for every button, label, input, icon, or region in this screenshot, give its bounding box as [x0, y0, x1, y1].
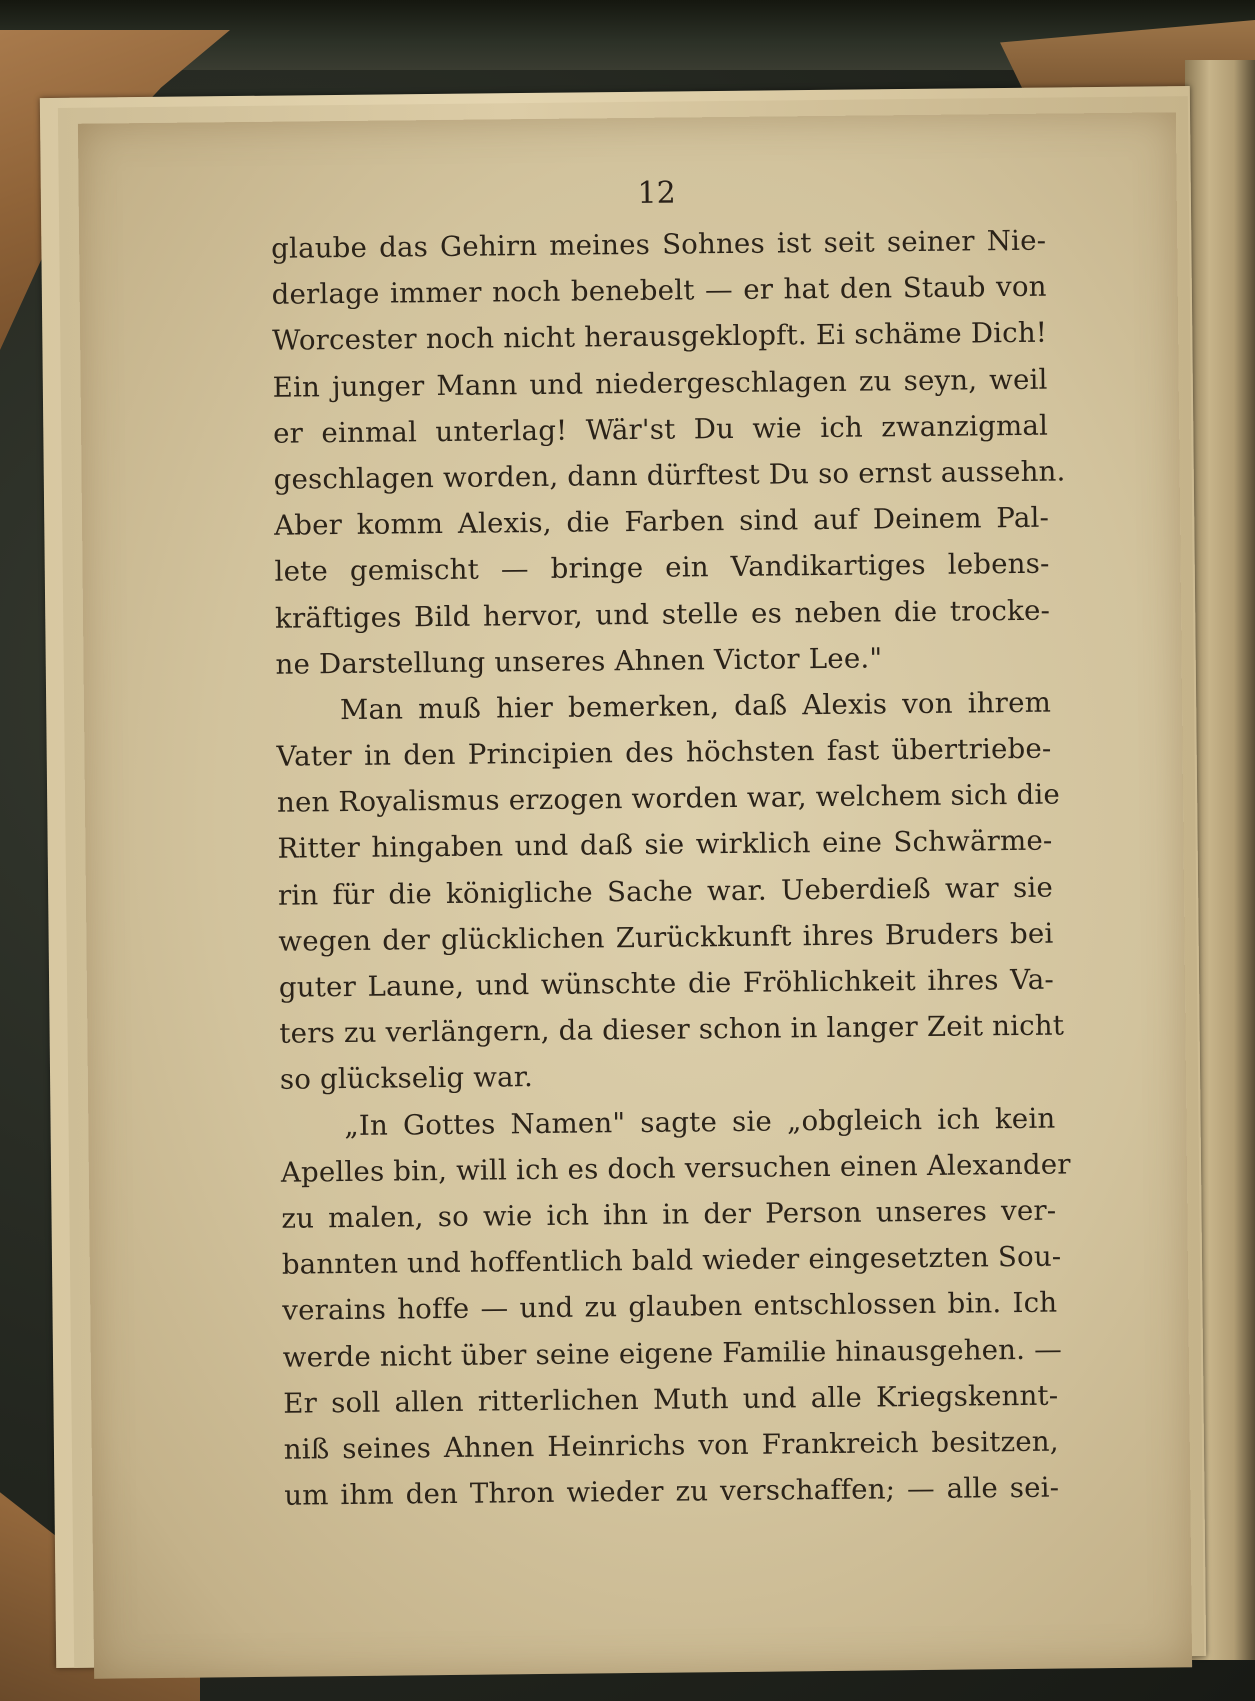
text-line: Er soll allen ritterlichen Muth und alle Kriegskennt-: [283, 1378, 1059, 1420]
text-line: Aber komm Alexis, die Farben sind auf Deinem Pal-: [273, 500, 1050, 542]
text-line: verains hoffe — und zu glauben entschlossen bin. Ich: [282, 1285, 1058, 1328]
text-line: Man muß hier bemerken, daß Alexis von ihrem: [339, 685, 1052, 726]
text-line: er einmal unterlag! Wär'st Du wie ich zwanzigmal: [272, 408, 1049, 450]
text-line: Ritter hingaben und daß sie wirklich eine Schwärme-: [277, 824, 1053, 866]
text-line: so glückselig war.: [279, 1060, 534, 1097]
text-line: werde nicht über seine eigene Familie hinausgehen. —: [282, 1332, 1063, 1374]
text-line: Ein junger Mann und niedergeschlagen zu seyn, weil: [272, 362, 1048, 404]
text-line: lete gemischt — bringe ein Vandikartiges lebens-: [274, 546, 1050, 589]
text-line: Worcester noch nicht herausgeklopft. Ei schäme Dich!: [271, 316, 1048, 358]
text-line: nen Royalismus erzogen worden war, welchem sich die: [276, 777, 1061, 819]
text-line: kräftiges Bild hervor, und stelle es neben die trocke-: [274, 593, 1051, 635]
text-line: zu malen, so wie ich ihn in der Person unseres ver-: [281, 1193, 1057, 1235]
text-line: bannten und hoffentlich bald wieder eingesetzten Sou-: [281, 1239, 1062, 1281]
text-line: geschlagen worden, dann dürftest Du so ernst aussehn.: [273, 454, 1066, 496]
text-line: Apelles bin, will ich es doch versuchen einen Alexander: [280, 1147, 1071, 1189]
text-line: ters zu verlängern, da dieser schon in langer Zeit nicht: [279, 1008, 1065, 1050]
text-line: wegen der glücklichen Zurückkunft ihres Bruders bei: [278, 916, 1054, 958]
text-line: glaube das Gehirn meines Sohnes ist seit seiner Nie-: [271, 223, 1047, 265]
text-line: „In Gottes Namen" sagte sie „obgleich ich kein: [344, 1101, 1056, 1142]
text-line: rin für die königliche Sache war. Ueberdieß war sie: [277, 870, 1054, 912]
text-line: niß seines Ahnen Heinrichs von Frankreich besitzen,: [283, 1424, 1059, 1466]
text-line: guter Laune, und wünschte die Fröhlichkeit ihres Va-: [278, 962, 1055, 1004]
text-line: derlage immer noch benebelt — er hat den Staub von: [271, 269, 1047, 311]
page-number: 12: [637, 175, 676, 211]
text-line: ne Darstellung unseres Ahnen Victor Lee.": [275, 641, 883, 681]
page-text: [271, 218, 1071, 1519]
book-page: [78, 112, 1192, 1678]
text-line: Vater in den Principien des höchsten fast übertriebe-: [276, 731, 1052, 773]
text-line: um ihm den Thron wieder zu verschaffen; — alle sei-: [284, 1470, 1060, 1512]
